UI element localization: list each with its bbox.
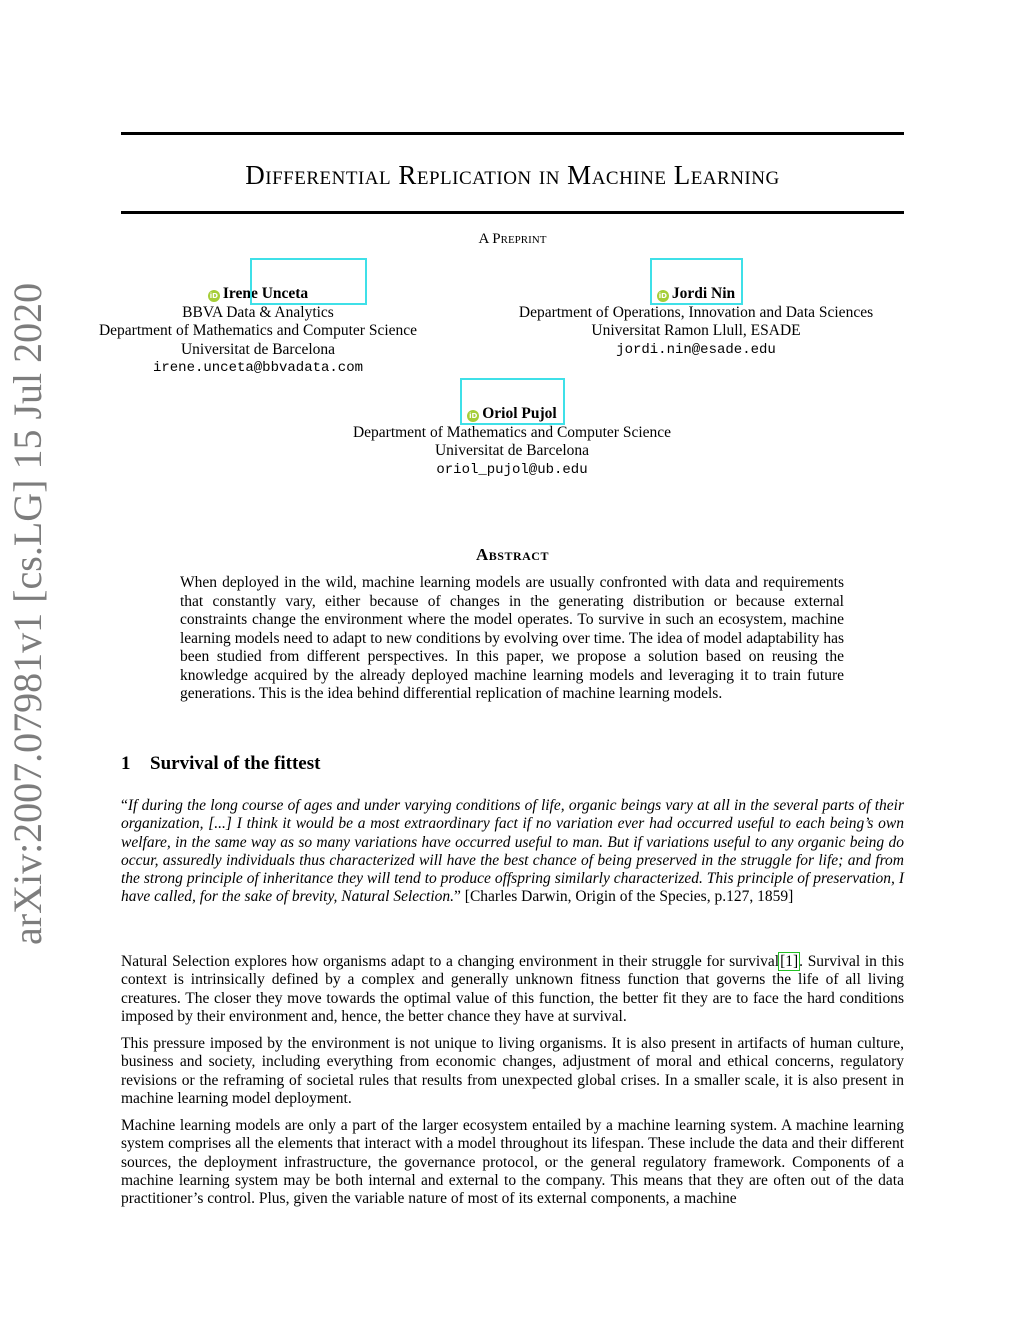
- affiliation-line: BBVA Data & Analytics: [182, 303, 334, 321]
- paragraph-2: This pressure imposed by the environment is not unique to living organisms. It is also present in artifacts of human culture, business and society, including everything from economic changes, adjustment of moral and ethical concerns, regulatory revisions or the reframing of societal rules that results from unexpected global crises. In a smaller scale, it is also present in machine learning model deployment.: [121, 1035, 904, 1107]
- affiliation-line: Universitat Ramon Llull, ESADE: [591, 322, 801, 339]
- affiliation-line: Department of Operations, Innovation and Data Sciences: [518, 303, 874, 321]
- author-name-nin[interactable]: iD Jordi Nin: [658, 285, 736, 302]
- darwin-quote: “If during the long course of ages and under varying conditions of life, organic beings vary at all in the several parts of their organization, [...] I think it would be a most extraordinary fact if no variation ever had occurred useful to each being’s own welfare, in the same way as so many variations have occurred useful to man. But if variations useful to any organic being do occur, assuredly individuals thus characterized will have the best chance of being preserved in the struggle for life; and from the strong principle of inheritance they will tend to produce offspring similarly characterized. This principle of preservation, I have called, for the sake of brevity, Natural Selection.” [Charles Darwin, Origin of the Species, p.127, 1859]: [121, 797, 904, 906]
- quote-italic-text: If during the long course of ages and under varying conditions of life, organic beings vary at all in the several parts of their organization, [...] I think it would be a most extraordinary fact if no variation ever had occurred useful to each being’s own welfare, in the same way as so many variations have occurred useful to man. But if variations useful to any organic being do occur, assuredly individuals thus characterized will have the best chance of being preserved in the struggle for life; and from the strong principle of inheritance they will tend to produce offspring similarly characterized. This principle of preservation, I have called, for the sake of brevity, Natural Selection.: [121, 797, 904, 906]
- orcid-icon: iD: [469, 412, 478, 420]
- author-email[interactable]: oriol_pujol@ub.edu: [436, 461, 588, 478]
- author-highlight-box: [650, 258, 743, 305]
- abstract-text: When deployed in the wild, machine learning models are usually confronted with data and requirements that constantly vary, either because of changes in the generating distribution or because external constraints change the environment where the model operates. To survive in such an ecosystem, machine learning models need to adapt to new conditions by evolving over time. The idea of model adaptability has been studied from different perspectives. In this paper, we propose a solution based on reusing the knowledge acquired by the already deployed machine learning models and leveraging it to train future generations. This is the idea behind differential replication of machine learning models.: [180, 574, 844, 702]
- author-email[interactable]: irene.unceta@bbvadata.com: [152, 360, 364, 376]
- preprint-label: A Preprint: [478, 231, 547, 247]
- author-highlight-box: [250, 258, 367, 305]
- citation-link[interactable]: [1]: [780, 953, 799, 970]
- abstract-heading: Abstract: [476, 545, 549, 564]
- author-email[interactable]: jordi.nin@esade.edu: [616, 341, 776, 358]
- affiliation-line: Universitat de Barcelona: [434, 442, 590, 459]
- affiliation-line: Universitat de Barcelona: [180, 340, 336, 358]
- affiliation-line: Department of Mathematics and Computer Science: [352, 423, 672, 441]
- paragraph-1: Natural Selection explores how organisms adapt to a changing environment in their struggle for survival[1]. Survival in this context is intrinsically defined by a complex and generally unknown fitness function that governs the life of all living creatures. The closer they move towards the optimal value of this function, the better fit they are to face the hard conditions imposed by their environment and, hence, the better chance they have at survival.: [121, 953, 904, 1025]
- paper-title: Differential Replication in Machine Learning: [245, 160, 780, 190]
- paragraph-3: Machine learning models are only a part of the larger ecosystem entailed by a machine learning system. A machine learning system comprises all the elements that interact with a model throughout its lifespan. These include the data and their different sources, the deployment infrastructure, the governance protocol, or the general regulatory framework. Components of a machine learning system may be both internal and external to the company. This means that they are often out of the data practitioner’s control. Plus, given the variable nature of most of its external components, a machine: [121, 1117, 904, 1208]
- orcid-icon: iD: [209, 292, 218, 300]
- title-top-rule: [121, 132, 904, 135]
- title-bottom-rule: [121, 211, 904, 214]
- affiliation-line: Department of Mathematics and Computer Science: [98, 322, 418, 339]
- author-name-unceta[interactable]: iD Irene Unceta: [209, 285, 309, 302]
- section-number: 1: [121, 753, 131, 774]
- orcid-icon: iD: [658, 292, 667, 300]
- section-title: Survival of the fittest: [150, 753, 321, 774]
- arxiv-identifier: arXiv:2007.07981v1 [cs.LG] 15 Jul 2020: [5, 282, 50, 945]
- author-highlight-box: [460, 378, 565, 425]
- author-name-pujol[interactable]: iD Oriol Pujol: [469, 405, 557, 422]
- section-heading: [121, 753, 320, 775]
